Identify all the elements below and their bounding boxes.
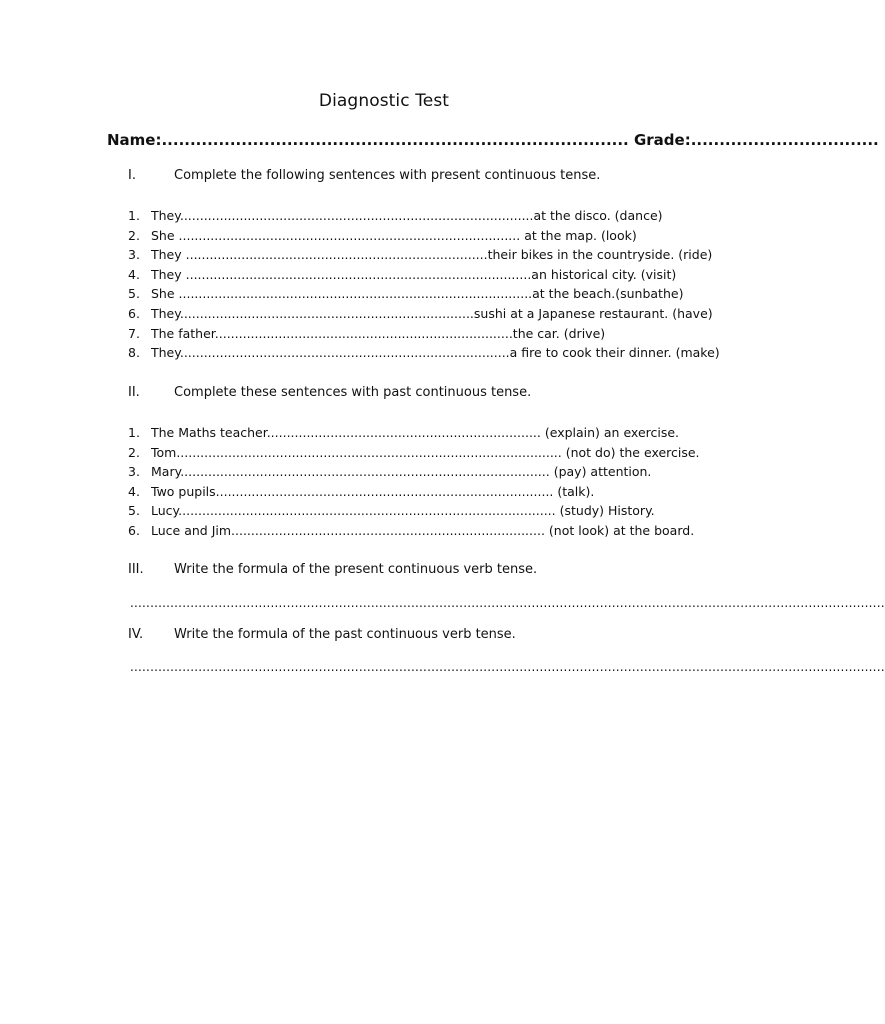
item-text: They .......................................................................................an historical city. (visit) xyxy=(151,266,677,282)
section-2-list xyxy=(128,423,700,541)
item-text: They...................................................................................a fire to cook their dinner. (make) xyxy=(151,345,720,361)
section-2-instruction: Complete these sentences with past continuous tense. xyxy=(174,385,532,400)
item-text: Tom................................................................................................. (not do) the exercise. xyxy=(151,444,700,460)
section-1-heading xyxy=(128,168,600,183)
item-text: She ...................................................................................... at the map. (look) xyxy=(151,227,637,243)
item-text: Mary............................................................................................. (pay) attention. xyxy=(151,464,652,480)
list-item: 4. Two pupils..................................................................................... (talk). xyxy=(128,483,595,499)
list-item: 3. Mary............................................................................................. (pay) attention. xyxy=(128,464,652,480)
section-1-list xyxy=(128,206,720,363)
page-title: Diagnostic Test xyxy=(318,91,450,111)
name-grade-line: Name:.................................................................................. Grade:................................. xyxy=(107,131,879,149)
section-1-numeral: I. xyxy=(128,168,136,183)
list-item: 5. She .........................................................................................at the beach.(sunbathe) xyxy=(128,286,684,302)
item-text: Lucy............................................................................................... (study) History. xyxy=(151,503,655,519)
section-4-heading xyxy=(128,627,516,642)
list-item: 2. Tom................................................................................................. (not do) the exercise. xyxy=(128,444,700,460)
section-2-heading xyxy=(128,385,531,400)
list-item: 6. They..........................................................................sushi at a Japanese restaurant. (have) xyxy=(128,305,713,321)
section-1-instruction: Complete the following sentences with present continuous tense. xyxy=(174,168,601,183)
list-item: 7. The father...........................................................................the car. (drive) xyxy=(128,325,606,341)
section-4-answer-line: ............................................................................................................................................................................................ xyxy=(130,660,885,674)
section-3-instruction: Write the formula of the present continuous verb tense. xyxy=(174,562,538,577)
section-3-heading xyxy=(128,562,537,577)
list-item: 6. Luce and Jim............................................................................... (not look) at the board. xyxy=(128,522,695,538)
list-item: 4. They .......................................................................................an historical city. (visit) xyxy=(128,266,677,282)
section-4-numeral: IV. xyxy=(128,627,144,642)
section-3-numeral: III. xyxy=(128,562,144,577)
item-text: Luce and Jim............................................................................... (not look) at the board. xyxy=(151,522,695,538)
item-text: She .........................................................................................at the beach.(sunbathe) xyxy=(151,286,684,302)
item-text: They.........................................................................................at the disco. (dance) xyxy=(151,208,663,223)
list-item: 5. Lucy............................................................................................... (study) History. xyxy=(128,503,655,519)
item-text: They ............................................................................their bikes in the countryside. (ride) xyxy=(151,247,713,263)
item-text: They..........................................................................sushi at a Japanese restaurant. (have) xyxy=(151,305,713,321)
section-3-answer-line: ............................................................................................................................................................................................ xyxy=(130,596,885,610)
section-2-numeral: II. xyxy=(128,385,140,400)
list-item: 8. They...................................................................................a fire to cook their dinner. (make) xyxy=(128,345,720,361)
list-item: 3. They ............................................................................their bikes in the countryside. (ride) xyxy=(128,247,713,263)
item-text: The father...........................................................................the car. (drive) xyxy=(151,325,606,341)
section-4-instruction: Write the formula of the past continuous verb tense. xyxy=(174,627,516,642)
list-item: 1. They.........................................................................................at the disco. (dance) xyxy=(128,208,663,223)
item-text: The Maths teacher..................................................................... (explain) an exercise. xyxy=(151,425,680,440)
list-item: 1. The Maths teacher..................................................................... (explain) an exercise. xyxy=(128,425,680,440)
list-item: 2. She ...................................................................................... at the map. (look) xyxy=(128,227,637,243)
item-text: Two pupils..................................................................................... (talk). xyxy=(151,483,595,499)
